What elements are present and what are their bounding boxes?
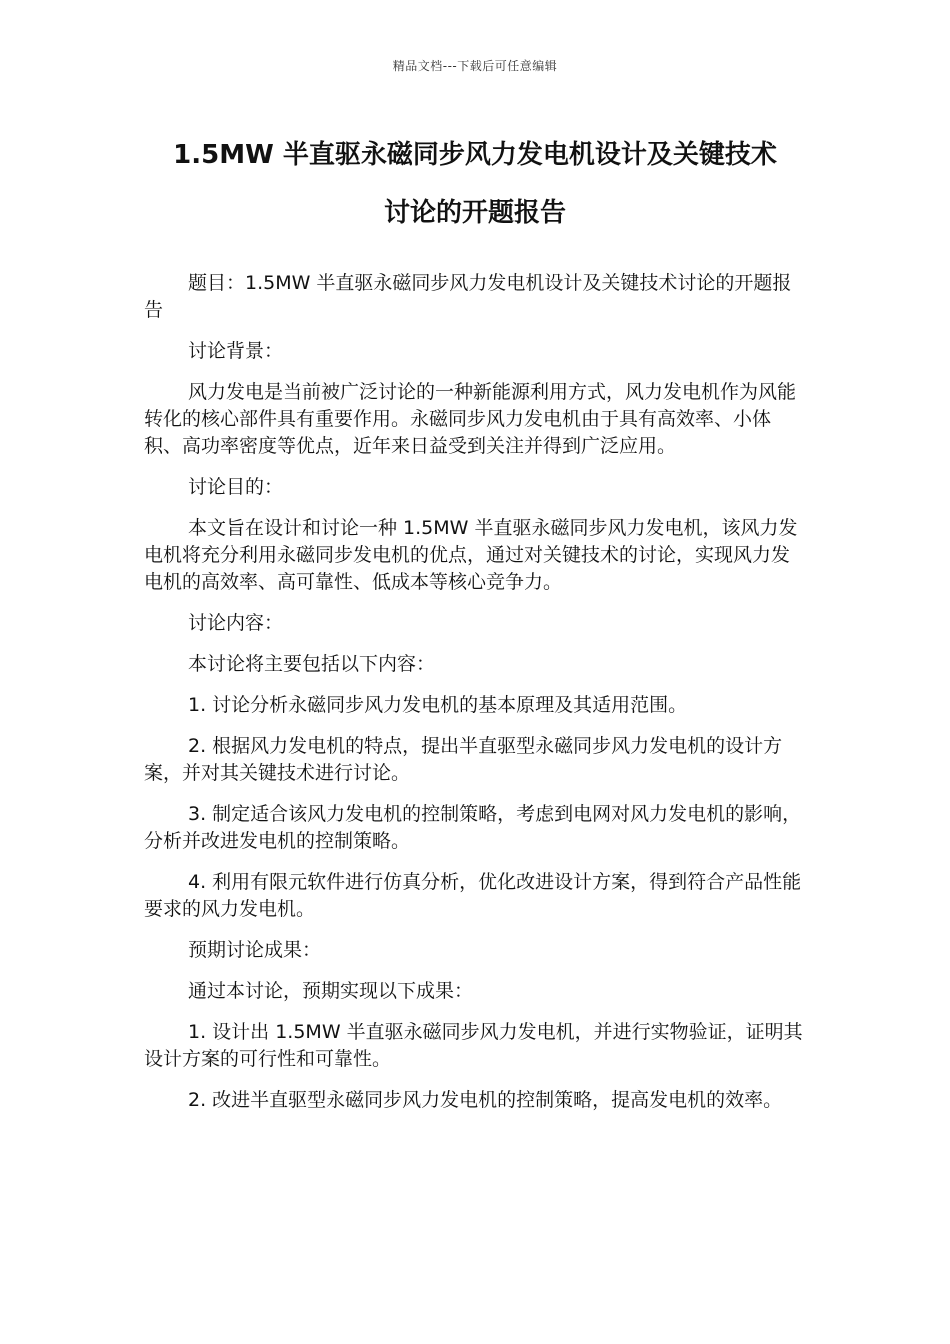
document-title-line-2: 讨论的开题报告 xyxy=(383,198,566,228)
list-item-content-4: 4. 利用有限元软件进行仿真分析，优化改进设计方案，得到符合产品性能要求的风力发电机。 xyxy=(144,871,802,920)
list-item-result-1: 1. 设计出 1.5MW 半直驱永磁同步风力发电机，并进行实物验证，证明其设计方案的可行性和可靠性。 xyxy=(144,1021,803,1070)
heading-expected-results: 预期讨论成果： xyxy=(188,939,322,961)
list-item-content-3: 3. 制定适合该风力发电机的控制策略，考虑到电网对风力发电机的影响，分析并改进发电机的控制策略。 xyxy=(144,803,802,852)
heading-purpose: 讨论目的： xyxy=(188,476,284,498)
list-item-content-2: 2. 根据风力发电机的特点，提出半直驱型永磁同步风力发电机的设计方案，并对其关键技术进行讨论。 xyxy=(144,735,783,784)
paragraph-background: 风力发电是当前被广泛讨论的一种新能源利用方式，风力发电机作为风能转化的核心部件具有重要作用。永磁同步风力发电机由于具有高效率、小体积、高功率密度等优点，近年来日益受到关注并得到广泛应用。 xyxy=(144,381,797,457)
document-body xyxy=(144,270,808,1128)
paragraph-content-intro: 本讨论将主要包括以下内容： xyxy=(188,653,436,675)
heading-background: 讨论背景： xyxy=(188,340,284,362)
header-note: 精品文档---下载后可任意编辑 xyxy=(392,59,558,73)
list-item-result-2: 2. 改进半直驱型永磁同步风力发电机的控制策略，提高发电机的效率。 xyxy=(188,1089,783,1111)
paragraph-topic: 题目：1.5MW 半直驱永磁同步风力发电机设计及关键技术讨论的开题报告 xyxy=(144,272,792,321)
paragraph-purpose: 本文旨在设计和讨论一种 1.5MW 半直驱永磁同步风力发电机，该风力发电机将充分利用永磁同步发电机的优点，通过对关键技术的讨论，实现风力发电机的高效率、高可靠性、低成本等核心竞争力。 xyxy=(144,517,798,593)
paragraph-results-intro: 通过本讨论，预期实现以下成果： xyxy=(188,980,474,1002)
list-item-content-1: 1. 讨论分析永磁同步风力发电机的基本原理及其适用范围。 xyxy=(188,694,688,716)
document-title-line-1: 1.5MW 半直驱永磁同步风力发电机设计及关键技术 xyxy=(173,140,777,170)
heading-content: 讨论内容： xyxy=(188,612,284,634)
